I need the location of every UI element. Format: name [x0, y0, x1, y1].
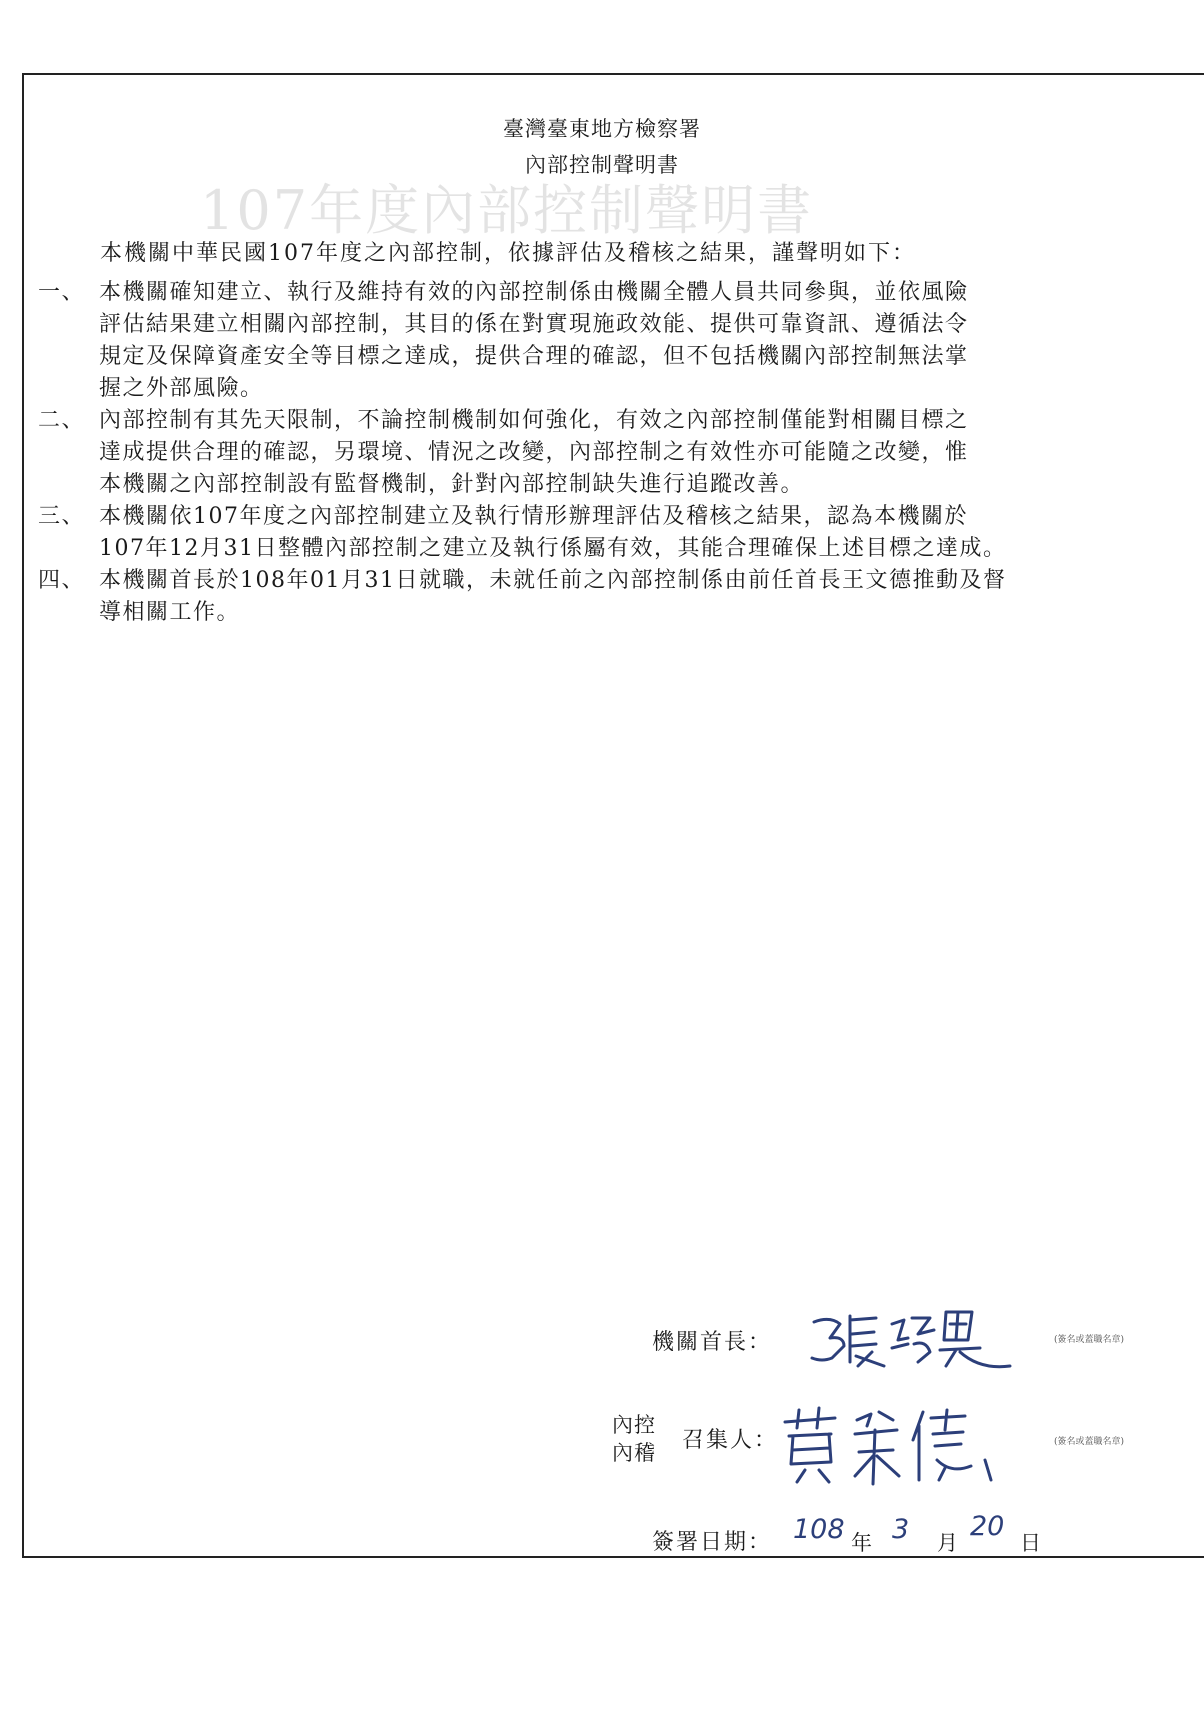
date-month: 3	[892, 1514, 910, 1545]
item-line: 評估結果建立相關內部控制，其目的係在對實現施政效能、提供可靠資訊、遵循法令	[99, 312, 969, 337]
item-text	[99, 565, 1158, 629]
document-title: 內部控制聲明書	[525, 153, 679, 177]
item-line: 107年12月31日整體內部控制之建立及執行係屬有效，其能合理確保上述目標之達成。	[99, 536, 1007, 561]
declaration-items	[38, 277, 1158, 629]
agency-head-note: (簽名或蓋職名章)	[1054, 1335, 1125, 1345]
agency-head-label: 機關首長：	[652, 1330, 773, 1355]
date-day-unit: 日	[1020, 1531, 1041, 1555]
declaration-item	[38, 501, 1158, 565]
item-text	[99, 501, 1158, 565]
convener-prefix-top: 內控	[612, 1413, 656, 1437]
date-year-unit: 年	[851, 1531, 872, 1555]
declaration-item	[38, 405, 1158, 501]
convener-signature	[775, 1400, 1005, 1490]
item-number: 一、	[38, 280, 86, 305]
item-line: 握之外部風險。	[99, 376, 264, 401]
declaration-item	[38, 277, 1158, 405]
intro-paragraph: 本機關中華民國107年度之內部控制，依據評估及稽核之結果，謹聲明如下：	[100, 241, 916, 266]
declaration-item	[38, 565, 1158, 629]
date-day: 20	[970, 1511, 1005, 1542]
item-text	[99, 277, 1158, 405]
date-year: 108	[793, 1514, 845, 1545]
item-line: 內部控制有其先天限制，不論控制機制如何強化，有效之內部控制僅能對相關目標之	[99, 408, 969, 433]
agency-name: 臺灣臺東地方檢察署	[503, 117, 701, 141]
item-text	[99, 405, 1158, 501]
item-line: 導相關工作。	[99, 600, 241, 625]
agency-head-signature	[800, 1300, 1020, 1375]
item-number: 二、	[38, 408, 86, 433]
item-number: 三、	[38, 504, 86, 529]
item-line: 規定及保障資產安全等目標之達成，提供合理的確認，但不包括機關內部控制無法掌	[99, 344, 969, 369]
item-line: 達成提供合理的確認，另環境、情況之改變，內部控制之有效性亦可能隨之改變，惟	[99, 440, 969, 465]
convener-label: 召集人：	[682, 1428, 779, 1453]
item-line: 本機關之內部控制設有監督機制，針對內部控制缺失進行追蹤改善。	[99, 472, 805, 497]
convener-prefix	[612, 1411, 656, 1467]
convener-note: (簽名或蓋職名章)	[1054, 1437, 1125, 1447]
item-line: 本機關確知建立、執行及維持有效的內部控制係由機關全體人員共同參與，並依風險	[99, 280, 969, 305]
watermark-title: 107年度內部控制聲明書	[200, 179, 814, 242]
date-label: 簽署日期：	[652, 1530, 773, 1555]
convener-prefix-bottom: 內稽	[612, 1441, 656, 1465]
item-line: 本機關首長於108年01月31日就職，未就任前之內部控制係由前任首長王文德推動及督	[99, 568, 1007, 593]
item-number: 四、	[38, 568, 86, 593]
item-line: 本機關依107年度之內部控制建立及執行情形辦理評估及稽核之結果，認為本機關於	[99, 504, 968, 529]
date-month-unit: 月	[937, 1531, 958, 1555]
